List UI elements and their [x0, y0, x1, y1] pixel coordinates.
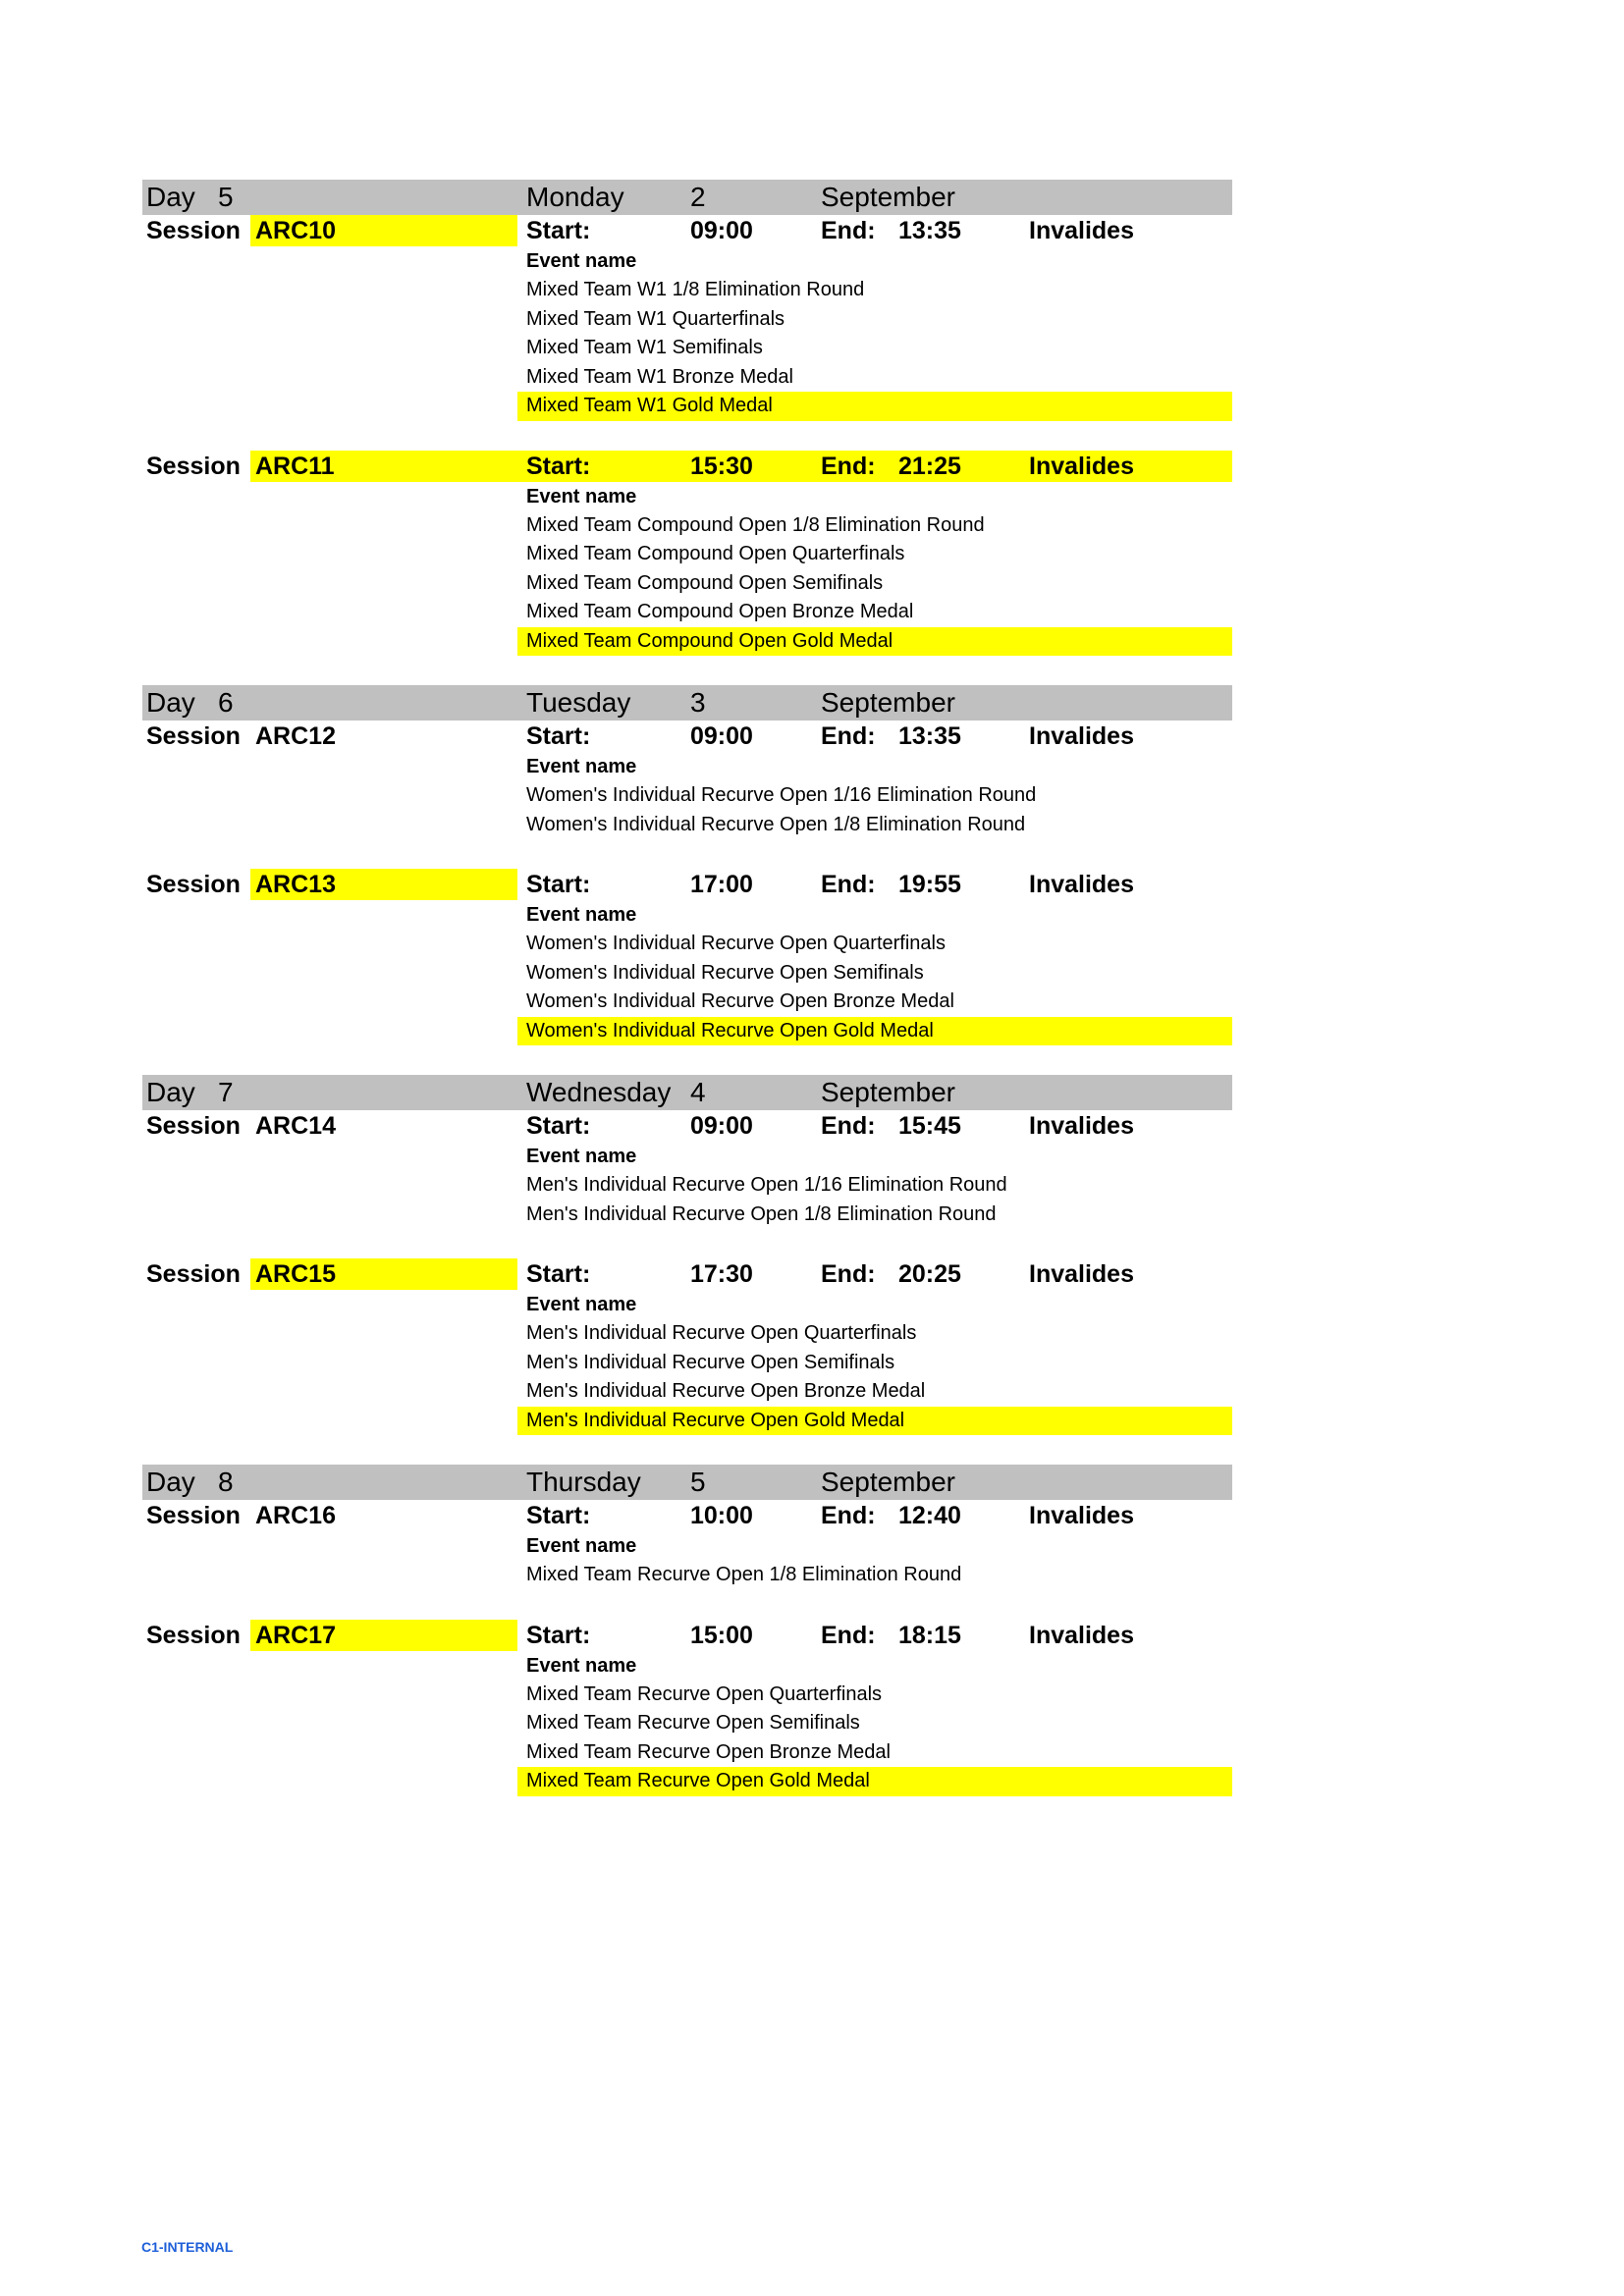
venue: Invalides	[1029, 722, 1134, 750]
start-label: Start:	[526, 871, 591, 898]
event-row: Men's Individual Recurve Open 1/16 Elimination Round	[526, 1174, 1007, 1196]
day-block	[142, 685, 1232, 1075]
day-header-bar	[142, 1075, 1232, 1110]
weekday: Thursday	[526, 1467, 641, 1497]
event-row: Mixed Team Compound Open Quarterfinals	[526, 543, 905, 564]
start-label: Start:	[526, 1621, 591, 1649]
session-row	[142, 451, 1232, 482]
end-time: 18:15	[898, 1621, 961, 1649]
event-row: Mixed Team W1 Bronze Medal	[526, 365, 793, 388]
end-label: End:	[821, 452, 876, 480]
event-name-header: Event name	[526, 904, 637, 926]
session-label: Session	[146, 217, 241, 244]
session-code: ARC14	[255, 1112, 336, 1140]
end-label: End:	[821, 722, 876, 750]
event-row: Men's Individual Recurve Open Semifinals	[526, 1351, 895, 1373]
end-time: 19:55	[898, 871, 961, 898]
start-time: 09:00	[690, 217, 753, 244]
day-number: 7	[218, 1077, 234, 1107]
event-name-header: Event name	[526, 1146, 637, 1167]
highlighted-event-row: Mixed Team Recurve Open Gold Medal	[517, 1767, 1232, 1796]
session-spacer	[142, 839, 1232, 869]
end-time: 13:35	[898, 217, 961, 244]
day-label: Day	[146, 1467, 195, 1497]
session-row	[142, 721, 1232, 752]
day-number: 5	[218, 182, 234, 212]
event-row: Women's Individual Recurve Open Bronze Medal	[526, 990, 954, 1012]
end-label: End:	[821, 1621, 876, 1649]
event-row: Mixed Team W1 Quarterfinals	[526, 307, 785, 330]
end-time: 12:40	[898, 1502, 961, 1529]
venue: Invalides	[1029, 1112, 1134, 1140]
event-row: Mixed Team W1 Semifinals	[526, 337, 763, 358]
day-header-bar	[142, 685, 1232, 721]
start-time: 15:30	[690, 452, 753, 480]
day-of-month: 5	[690, 1467, 706, 1497]
start-time: 09:00	[690, 722, 753, 750]
event-name-header: Event name	[526, 250, 637, 272]
event-row: Mixed Team Recurve Open Semifinals	[526, 1712, 860, 1734]
start-label: Start:	[526, 722, 591, 750]
session-code: ARC16	[255, 1502, 336, 1529]
session-code: ARC11	[250, 451, 517, 482]
day-header-bar	[142, 1465, 1232, 1500]
weekday: Wednesday	[526, 1077, 672, 1107]
venue: Invalides	[1029, 1502, 1134, 1529]
session-code: ARC15	[250, 1258, 517, 1290]
start-time: 10:00	[690, 1502, 753, 1529]
event-row: Men's Individual Recurve Open 1/8 Elimination Round	[526, 1202, 997, 1225]
session-code: ARC12	[255, 722, 336, 750]
session-spacer	[142, 1590, 1232, 1620]
day-of-month: 2	[690, 182, 706, 212]
event-row: Mixed Team Recurve Open Bronze Medal	[526, 1740, 891, 1763]
month: September	[821, 687, 955, 718]
start-label: Start:	[526, 217, 591, 244]
day-of-month: 4	[690, 1077, 706, 1107]
end-label: End:	[821, 1112, 876, 1140]
venue: Invalides	[1029, 452, 1134, 480]
highlighted-event-row: Men's Individual Recurve Open Gold Medal	[517, 1407, 1232, 1436]
start-time: 17:30	[690, 1260, 753, 1288]
event-row: Mixed Team W1 1/8 Elimination Round	[526, 279, 865, 300]
event-row: Men's Individual Recurve Open Bronze Medal	[526, 1380, 926, 1402]
start-label: Start:	[526, 452, 591, 480]
start-label: Start:	[526, 1502, 591, 1529]
session-row	[142, 869, 1232, 900]
session-spacer	[142, 421, 1232, 451]
classification-label: C1-INTERNAL	[141, 2239, 234, 2255]
end-time: 21:25	[898, 452, 961, 480]
day-header-bar	[142, 180, 1232, 215]
event-row: Mixed Team Recurve Open Quarterfinals	[526, 1682, 883, 1705]
month: September	[821, 1467, 955, 1497]
event-row: Women's Individual Recurve Open 1/16 Elimination Round	[526, 784, 1037, 806]
day-spacer	[142, 1045, 1232, 1075]
end-time: 13:35	[898, 722, 961, 750]
event-row: Women's Individual Recurve Open Semifinals	[526, 961, 924, 984]
event-row: Mixed Team Recurve Open 1/8 Elimination Round	[526, 1564, 962, 1585]
day-spacer	[142, 1435, 1232, 1465]
session-row	[142, 1620, 1232, 1651]
end-label: End:	[821, 1260, 876, 1288]
weekday: Tuesday	[526, 687, 631, 718]
start-time: 17:00	[690, 871, 753, 898]
day-number: 8	[218, 1467, 234, 1497]
end-time: 15:45	[898, 1112, 961, 1140]
event-row: Men's Individual Recurve Open Quarterfinals	[526, 1322, 917, 1344]
event-row: Mixed Team Compound Open 1/8 Elimination Round	[526, 513, 985, 536]
day-block	[142, 180, 1232, 685]
day-label: Day	[146, 687, 195, 718]
day-number: 6	[218, 687, 234, 718]
session-row	[142, 1258, 1232, 1290]
event-name-header: Event name	[526, 485, 637, 507]
month: September	[821, 1077, 955, 1107]
weekday: Monday	[526, 182, 624, 212]
day-label: Day	[146, 182, 195, 212]
end-label: End:	[821, 871, 876, 898]
highlighted-event-row: Mixed Team W1 Gold Medal	[517, 392, 1232, 421]
day-label: Day	[146, 1077, 195, 1107]
event-row: Women's Individual Recurve Open Quarterfinals	[526, 933, 946, 954]
session-label: Session	[146, 1260, 241, 1288]
highlighted-event-row: Women's Individual Recurve Open Gold Medal	[517, 1017, 1232, 1046]
end-time: 20:25	[898, 1260, 961, 1288]
event-name-header: Event name	[526, 1654, 637, 1677]
session-label: Session	[146, 871, 241, 898]
highlighted-event-row: Mixed Team Compound Open Gold Medal	[517, 627, 1232, 657]
day-block	[142, 1465, 1232, 1796]
day-block	[142, 1075, 1232, 1465]
session-label: Session	[146, 452, 241, 480]
session-row	[142, 215, 1232, 246]
event-row: Mixed Team Compound Open Bronze Medal	[526, 601, 914, 622]
day-spacer	[142, 656, 1232, 685]
month: September	[821, 182, 955, 212]
session-row	[142, 1110, 1232, 1142]
schedule-sheet	[142, 180, 1232, 1796]
session-spacer	[142, 1229, 1232, 1258]
session-code: ARC13	[250, 869, 517, 900]
event-row: Women's Individual Recurve Open 1/8 Elimination Round	[526, 813, 1026, 835]
session-code: ARC10	[250, 215, 517, 246]
end-label: End:	[821, 217, 876, 244]
session-label: Session	[146, 1112, 241, 1140]
start-time: 15:00	[690, 1621, 753, 1649]
start-label: Start:	[526, 1112, 591, 1140]
event-name-header: Event name	[526, 756, 637, 777]
venue: Invalides	[1029, 217, 1134, 244]
event-row: Mixed Team Compound Open Semifinals	[526, 571, 884, 594]
event-name-header: Event name	[526, 1535, 637, 1557]
venue: Invalides	[1029, 1621, 1134, 1649]
session-label: Session	[146, 1502, 241, 1529]
session-label: Session	[146, 722, 241, 750]
venue: Invalides	[1029, 871, 1134, 898]
start-label: Start:	[526, 1260, 591, 1288]
session-label: Session	[146, 1621, 241, 1649]
session-code: ARC17	[250, 1620, 517, 1651]
end-label: End:	[821, 1502, 876, 1529]
venue: Invalides	[1029, 1260, 1134, 1288]
start-time: 09:00	[690, 1112, 753, 1140]
session-row	[142, 1500, 1232, 1531]
day-of-month: 3	[690, 687, 706, 718]
event-name-header: Event name	[526, 1294, 637, 1315]
